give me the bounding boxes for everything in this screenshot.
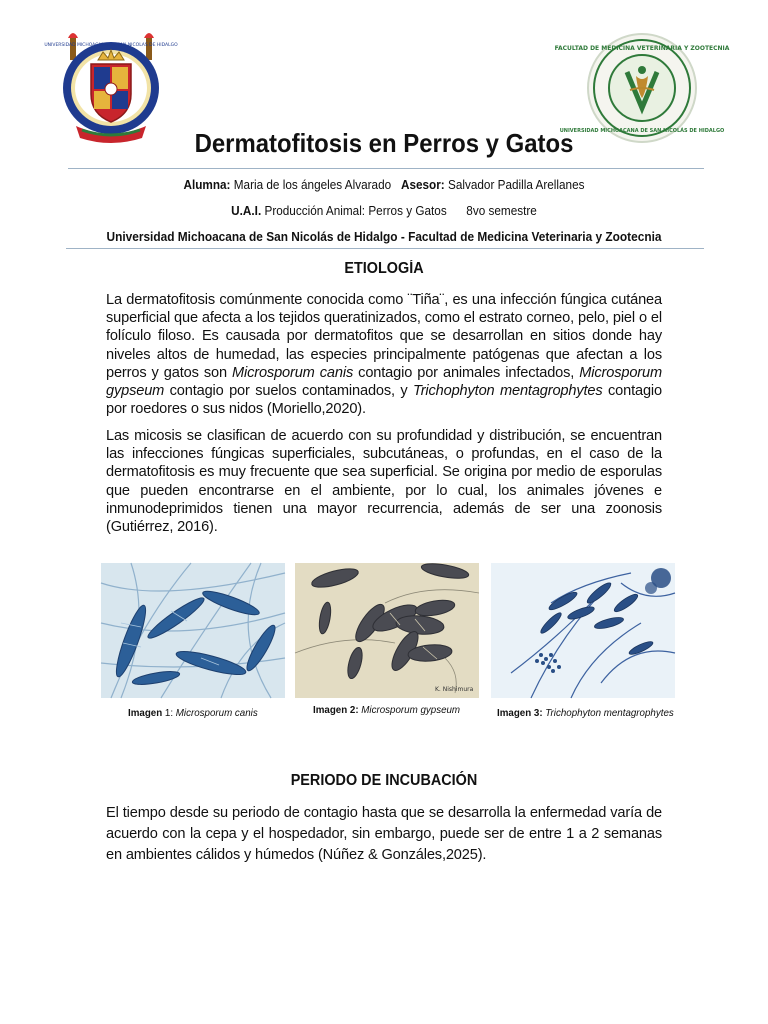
species-microsporum-gypseum: Microsporum gypseum bbox=[106, 364, 662, 400]
header-divider-bottom bbox=[66, 248, 704, 249]
author-line bbox=[23, 178, 745, 192]
right-logo-lettering-bottom: UNIVERSIDAD MICHOACANA DE SAN NICOLÁS DE HIDALGO bbox=[559, 128, 725, 134]
left-logo-lettering: UNIVERSIDAD MICHOACANA DE SAN NICOLAS DE HIDALGO bbox=[44, 43, 178, 48]
micrograph-microsporum-canis bbox=[101, 563, 285, 698]
caption-image-1 bbox=[128, 707, 258, 719]
micrograph-trichophyton bbox=[491, 563, 675, 698]
advisor-name: Salvador Padilla Arellanes bbox=[447, 178, 585, 192]
student-label: Alumna: bbox=[183, 178, 231, 192]
caption-3-label: Imagen 3: bbox=[497, 707, 543, 719]
etiologia-p1-text-c: contagio por suelos contaminados, y bbox=[164, 383, 414, 400]
caption-image-3 bbox=[497, 707, 674, 719]
etiologia-p1-text-a: La dermatofitosis comúnmente conocida como ¨Tiña¨, es una infección fúngica cutánea superficial que afecta a los tejidos queratinizados, como el estrato corneo, pelo, piel o el folículo filoso. Es causada por dermatofitos que se desarrollan en sitios donde hay niveles altos de humedad, las especies principalmente patógenas que afectan a los perros y gatos son bbox=[106, 292, 662, 381]
etiologia-paragraph-1 bbox=[106, 291, 662, 418]
student-name: Maria de los ángeles Alvarado bbox=[233, 178, 392, 192]
uai-label: U.A.I. bbox=[231, 204, 262, 218]
etiologia-p1-text-b: contagio por animales infectados, bbox=[353, 364, 580, 381]
incubacion-paragraph: El tiempo desde su periodo de contagio hasta que se desarrolla la enfermedad varía de acuerdo con la cepa y el hospedador, sin embargo, puede ser de entre 1 a 2 semanas en ambientes cálidos y húmedos (Núñez & Gonzáles,2025). bbox=[106, 805, 662, 863]
micrograph-microsporum-gypseum bbox=[295, 563, 479, 698]
etiologia-paragraph-2: Las micosis se clasifican de acuerdo con su profundidad y distribución, se encuentran las infecciones fúngicas superficiales, subcutáneas, o profundas, en el caso de la dermatofitosis es muy frecuente que sea superficial. Se origina por medio de esporulas que pueden encontrarse en el ambiente, por lo cual, los animales jóvenes e inmunodeprimidos tienen una mayor recurrencia, además de ser una zoonosis (Gutiérrez, 2016). bbox=[106, 428, 662, 536]
species-trichophyton: Trichophyton mentagrophytes bbox=[413, 383, 603, 400]
course-line bbox=[23, 204, 745, 218]
semester: 8vo semestre bbox=[466, 204, 537, 218]
right-logo-lettering-top: FACULTAD DE MEDICINA VETERINARIA Y ZOOTECNIA bbox=[554, 45, 730, 52]
caption-1-num: 1: bbox=[164, 707, 174, 719]
page-title: Dermatofitosis en Perros y Gatos bbox=[194, 128, 574, 158]
etiologia-p1-text-d: contagio por roedores o sus nidos (Moriello,2020). bbox=[106, 383, 662, 418]
caption-2-label: Imagen 2: bbox=[313, 704, 359, 716]
caption-1-species: Microsporum canis bbox=[175, 707, 258, 719]
caption-image-2 bbox=[313, 704, 460, 716]
advisor-label: Asesor: bbox=[400, 178, 445, 192]
uai-name: Producción Animal: Perros y Gatos bbox=[264, 204, 447, 218]
caption-1-label: Imagen bbox=[128, 707, 163, 719]
incubacion-heading: PERIODO DE INCUBACIÓN bbox=[290, 772, 478, 789]
image-2-watermark: K. Nishimura bbox=[435, 686, 474, 693]
species-microsporum-canis: Microsporum canis bbox=[232, 364, 354, 381]
etiologia-heading: ETIOLOGÍA bbox=[344, 260, 424, 277]
university-line: Universidad Michoacana de San Nicolás de Hidalgo - Facultad de Medicina Veterinaria y Zootecnia bbox=[106, 230, 662, 244]
header-divider-top bbox=[68, 168, 704, 169]
caption-2-species: Microsporum gypseum bbox=[361, 704, 461, 716]
caption-3-species: Trichophyton mentagrophytes bbox=[545, 707, 674, 719]
